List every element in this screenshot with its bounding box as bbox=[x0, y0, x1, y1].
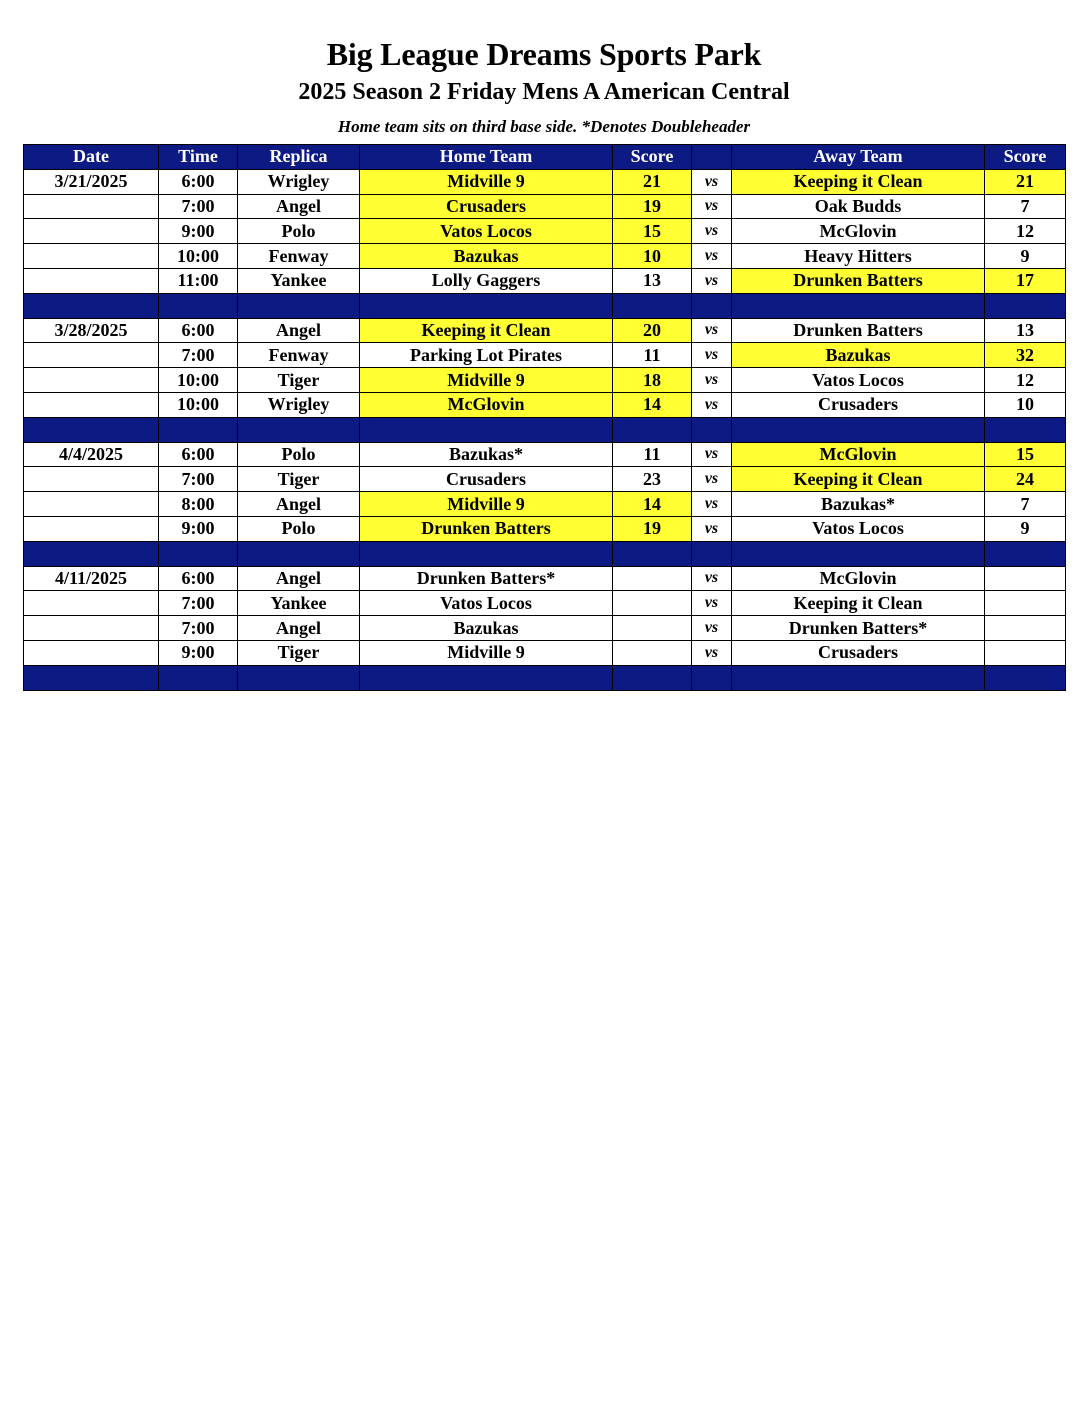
separator-cell bbox=[613, 541, 692, 566]
time-cell: 9:00 bbox=[159, 640, 238, 665]
game-row bbox=[24, 318, 1066, 343]
date-cell: 4/4/2025 bbox=[24, 442, 159, 467]
home-score-cell: 18 bbox=[613, 368, 692, 393]
schedule-body bbox=[24, 169, 1066, 690]
home-score-cell: 19 bbox=[613, 516, 692, 541]
away-score-cell: 10 bbox=[985, 392, 1066, 417]
away-team-cell: Keeping it Clean bbox=[732, 169, 985, 194]
separator-cell bbox=[360, 417, 613, 442]
date-cell bbox=[24, 194, 159, 219]
replica-cell: Angel bbox=[238, 194, 360, 219]
home-team-cell: Parking Lot Pirates bbox=[360, 343, 613, 368]
replica-cell: Wrigley bbox=[238, 169, 360, 194]
col-header-away-score: Score bbox=[985, 145, 1066, 170]
date-cell: 3/21/2025 bbox=[24, 169, 159, 194]
separator-cell bbox=[360, 541, 613, 566]
separator-cell bbox=[238, 665, 360, 690]
away-score-cell: 24 bbox=[985, 467, 1066, 492]
away-score-cell bbox=[985, 591, 1066, 616]
vs-cell: vs bbox=[692, 591, 732, 616]
home-team-cell: Bazukas bbox=[360, 616, 613, 641]
away-score-cell: 9 bbox=[985, 516, 1066, 541]
game-row bbox=[24, 244, 1066, 269]
away-team-cell: Bazukas* bbox=[732, 492, 985, 517]
time-cell: 7:00 bbox=[159, 591, 238, 616]
home-score-cell bbox=[613, 591, 692, 616]
time-cell: 6:00 bbox=[159, 566, 238, 591]
home-team-cell: Keeping it Clean bbox=[360, 318, 613, 343]
separator-cell bbox=[24, 293, 159, 318]
page-title: Big League Dreams Sports Park bbox=[326, 36, 762, 72]
home-team-cell: Drunken Batters bbox=[360, 516, 613, 541]
home-score-cell: 15 bbox=[613, 219, 692, 244]
separator-cell bbox=[732, 417, 985, 442]
away-team-cell: Vatos Locos bbox=[732, 368, 985, 393]
replica-cell: Angel bbox=[238, 616, 360, 641]
vs-cell: vs bbox=[692, 442, 732, 467]
home-team-cell: Bazukas bbox=[360, 244, 613, 269]
separator-cell bbox=[360, 665, 613, 690]
vs-cell: vs bbox=[692, 343, 732, 368]
date-cell bbox=[24, 516, 159, 541]
home-score-cell: 23 bbox=[613, 467, 692, 492]
home-score-cell: 14 bbox=[613, 492, 692, 517]
time-cell: 9:00 bbox=[159, 516, 238, 541]
separator-cell bbox=[238, 541, 360, 566]
date-cell bbox=[24, 268, 159, 293]
replica-cell: Angel bbox=[238, 318, 360, 343]
time-cell: 7:00 bbox=[159, 616, 238, 641]
away-team-cell: Oak Budds bbox=[732, 194, 985, 219]
replica-cell: Polo bbox=[238, 219, 360, 244]
home-team-cell: Vatos Locos bbox=[360, 219, 613, 244]
game-row bbox=[24, 392, 1066, 417]
game-row bbox=[24, 442, 1066, 467]
away-score-cell: 12 bbox=[985, 219, 1066, 244]
separator-cell bbox=[732, 541, 985, 566]
game-row bbox=[24, 492, 1066, 517]
time-cell: 6:00 bbox=[159, 318, 238, 343]
vs-cell: vs bbox=[692, 244, 732, 269]
away-team-cell: Vatos Locos bbox=[732, 516, 985, 541]
separator-cell bbox=[613, 665, 692, 690]
col-header-away-team: Away Team bbox=[732, 145, 985, 170]
week-separator-row bbox=[24, 417, 1066, 442]
separator-cell bbox=[159, 665, 238, 690]
separator-cell bbox=[238, 417, 360, 442]
away-score-cell: 17 bbox=[985, 268, 1066, 293]
away-team-cell: Drunken Batters* bbox=[732, 616, 985, 641]
home-score-cell: 19 bbox=[613, 194, 692, 219]
separator-cell bbox=[238, 293, 360, 318]
vs-cell: vs bbox=[692, 194, 732, 219]
vs-cell: vs bbox=[692, 616, 732, 641]
date-cell: 3/28/2025 bbox=[24, 318, 159, 343]
separator-cell bbox=[24, 417, 159, 442]
separator-cell bbox=[613, 417, 692, 442]
away-score-cell: 9 bbox=[985, 244, 1066, 269]
away-team-cell: Keeping it Clean bbox=[732, 467, 985, 492]
replica-cell: Angel bbox=[238, 566, 360, 591]
away-score-cell: 12 bbox=[985, 368, 1066, 393]
time-cell: 6:00 bbox=[159, 169, 238, 194]
separator-cell bbox=[692, 417, 732, 442]
separator-cell bbox=[24, 541, 159, 566]
separator-cell bbox=[985, 293, 1066, 318]
separator-cell bbox=[613, 293, 692, 318]
game-row bbox=[24, 268, 1066, 293]
home-score-cell bbox=[613, 566, 692, 591]
replica-cell: Fenway bbox=[238, 244, 360, 269]
home-team-cell: McGlovin bbox=[360, 392, 613, 417]
time-cell: 7:00 bbox=[159, 194, 238, 219]
home-team-cell: Midville 9 bbox=[360, 169, 613, 194]
vs-cell: vs bbox=[692, 219, 732, 244]
vs-cell: vs bbox=[692, 318, 732, 343]
vs-cell: vs bbox=[692, 368, 732, 393]
separator-cell bbox=[159, 417, 238, 442]
away-score-cell bbox=[985, 566, 1066, 591]
time-cell: 6:00 bbox=[159, 442, 238, 467]
game-row bbox=[24, 516, 1066, 541]
separator-cell bbox=[692, 665, 732, 690]
game-row bbox=[24, 640, 1066, 665]
home-score-cell bbox=[613, 640, 692, 665]
separator-cell bbox=[159, 293, 238, 318]
vs-cell: vs bbox=[692, 467, 732, 492]
away-score-cell: 32 bbox=[985, 343, 1066, 368]
time-cell: 7:00 bbox=[159, 343, 238, 368]
game-row bbox=[24, 566, 1066, 591]
col-header-time: Time bbox=[159, 145, 238, 170]
date-cell bbox=[24, 219, 159, 244]
game-row bbox=[24, 368, 1066, 393]
replica-cell: Fenway bbox=[238, 343, 360, 368]
home-score-cell: 14 bbox=[613, 392, 692, 417]
home-team-cell: Midville 9 bbox=[360, 492, 613, 517]
col-header-home-score: Score bbox=[613, 145, 692, 170]
away-team-cell: Drunken Batters bbox=[732, 318, 985, 343]
home-score-cell: 13 bbox=[613, 268, 692, 293]
away-score-cell bbox=[985, 640, 1066, 665]
vs-cell: vs bbox=[692, 566, 732, 591]
away-score-cell: 15 bbox=[985, 442, 1066, 467]
week-separator-row bbox=[24, 665, 1066, 690]
game-row bbox=[24, 219, 1066, 244]
away-team-cell: McGlovin bbox=[732, 566, 985, 591]
home-score-cell bbox=[613, 616, 692, 641]
time-cell: 10:00 bbox=[159, 368, 238, 393]
away-team-cell: McGlovin bbox=[732, 219, 985, 244]
separator-cell bbox=[692, 293, 732, 318]
away-score-cell: 21 bbox=[985, 169, 1066, 194]
away-score-cell: 7 bbox=[985, 492, 1066, 517]
date-cell bbox=[24, 492, 159, 517]
away-team-cell: Keeping it Clean bbox=[732, 591, 985, 616]
replica-cell: Tiger bbox=[238, 467, 360, 492]
separator-cell bbox=[692, 541, 732, 566]
date-cell bbox=[24, 368, 159, 393]
col-header-vs bbox=[692, 145, 732, 170]
replica-cell: Yankee bbox=[238, 591, 360, 616]
replica-cell: Tiger bbox=[238, 640, 360, 665]
home-team-cell: Crusaders bbox=[360, 467, 613, 492]
away-team-cell: Heavy Hitters bbox=[732, 244, 985, 269]
time-cell: 8:00 bbox=[159, 492, 238, 517]
separator-cell bbox=[985, 541, 1066, 566]
vs-cell: vs bbox=[692, 392, 732, 417]
replica-cell: Polo bbox=[238, 442, 360, 467]
col-header-home-team: Home Team bbox=[360, 145, 613, 170]
doubleheader-note: Home team sits on third base side. *Denotes Doubleheader bbox=[337, 117, 751, 136]
week-separator-row bbox=[24, 541, 1066, 566]
game-row bbox=[24, 169, 1066, 194]
home-team-cell: Drunken Batters* bbox=[360, 566, 613, 591]
vs-cell: vs bbox=[692, 268, 732, 293]
separator-cell bbox=[985, 665, 1066, 690]
date-cell bbox=[24, 467, 159, 492]
separator-cell bbox=[985, 417, 1066, 442]
time-cell: 7:00 bbox=[159, 467, 238, 492]
away-score-cell: 7 bbox=[985, 194, 1066, 219]
time-cell: 11:00 bbox=[159, 268, 238, 293]
home-team-cell: Lolly Gaggers bbox=[360, 268, 613, 293]
replica-cell: Angel bbox=[238, 492, 360, 517]
home-team-cell: Midville 9 bbox=[360, 368, 613, 393]
page-subtitle: 2025 Season 2 Friday Mens A American Central bbox=[298, 79, 790, 105]
vs-cell: vs bbox=[692, 516, 732, 541]
home-team-cell: Vatos Locos bbox=[360, 591, 613, 616]
vs-cell: vs bbox=[692, 169, 732, 194]
date-cell bbox=[24, 392, 159, 417]
home-score-cell: 10 bbox=[613, 244, 692, 269]
away-team-cell: Bazukas bbox=[732, 343, 985, 368]
home-score-cell: 11 bbox=[613, 343, 692, 368]
vs-cell: vs bbox=[692, 640, 732, 665]
separator-cell bbox=[360, 293, 613, 318]
game-row bbox=[24, 343, 1066, 368]
away-team-cell: Crusaders bbox=[732, 640, 985, 665]
home-team-cell: Bazukas* bbox=[360, 442, 613, 467]
vs-cell: vs bbox=[692, 492, 732, 517]
schedule-table bbox=[23, 144, 1066, 691]
separator-cell bbox=[159, 541, 238, 566]
separator-cell bbox=[24, 665, 159, 690]
date-cell bbox=[24, 640, 159, 665]
home-score-cell: 21 bbox=[613, 169, 692, 194]
replica-cell: Tiger bbox=[238, 368, 360, 393]
separator-cell bbox=[732, 293, 985, 318]
time-cell: 9:00 bbox=[159, 219, 238, 244]
date-cell bbox=[24, 591, 159, 616]
game-row bbox=[24, 616, 1066, 641]
game-row bbox=[24, 591, 1066, 616]
game-row bbox=[24, 467, 1066, 492]
home-team-cell: Crusaders bbox=[360, 194, 613, 219]
away-score-cell: 13 bbox=[985, 318, 1066, 343]
home-score-cell: 20 bbox=[613, 318, 692, 343]
date-cell bbox=[24, 616, 159, 641]
date-cell: 4/11/2025 bbox=[24, 566, 159, 591]
date-cell bbox=[24, 343, 159, 368]
date-cell bbox=[24, 244, 159, 269]
game-row bbox=[24, 194, 1066, 219]
away-team-cell: Drunken Batters bbox=[732, 268, 985, 293]
replica-cell: Polo bbox=[238, 516, 360, 541]
col-header-replica: Replica bbox=[238, 145, 360, 170]
col-header-date: Date bbox=[24, 145, 159, 170]
home-score-cell: 11 bbox=[613, 442, 692, 467]
replica-cell: Yankee bbox=[238, 268, 360, 293]
header-row bbox=[24, 145, 1066, 170]
home-team-cell: Midville 9 bbox=[360, 640, 613, 665]
away-team-cell: Crusaders bbox=[732, 392, 985, 417]
time-cell: 10:00 bbox=[159, 392, 238, 417]
replica-cell: Wrigley bbox=[238, 392, 360, 417]
separator-cell bbox=[732, 665, 985, 690]
away-team-cell: McGlovin bbox=[732, 442, 985, 467]
away-score-cell bbox=[985, 616, 1066, 641]
week-separator-row bbox=[24, 293, 1066, 318]
time-cell: 10:00 bbox=[159, 244, 238, 269]
